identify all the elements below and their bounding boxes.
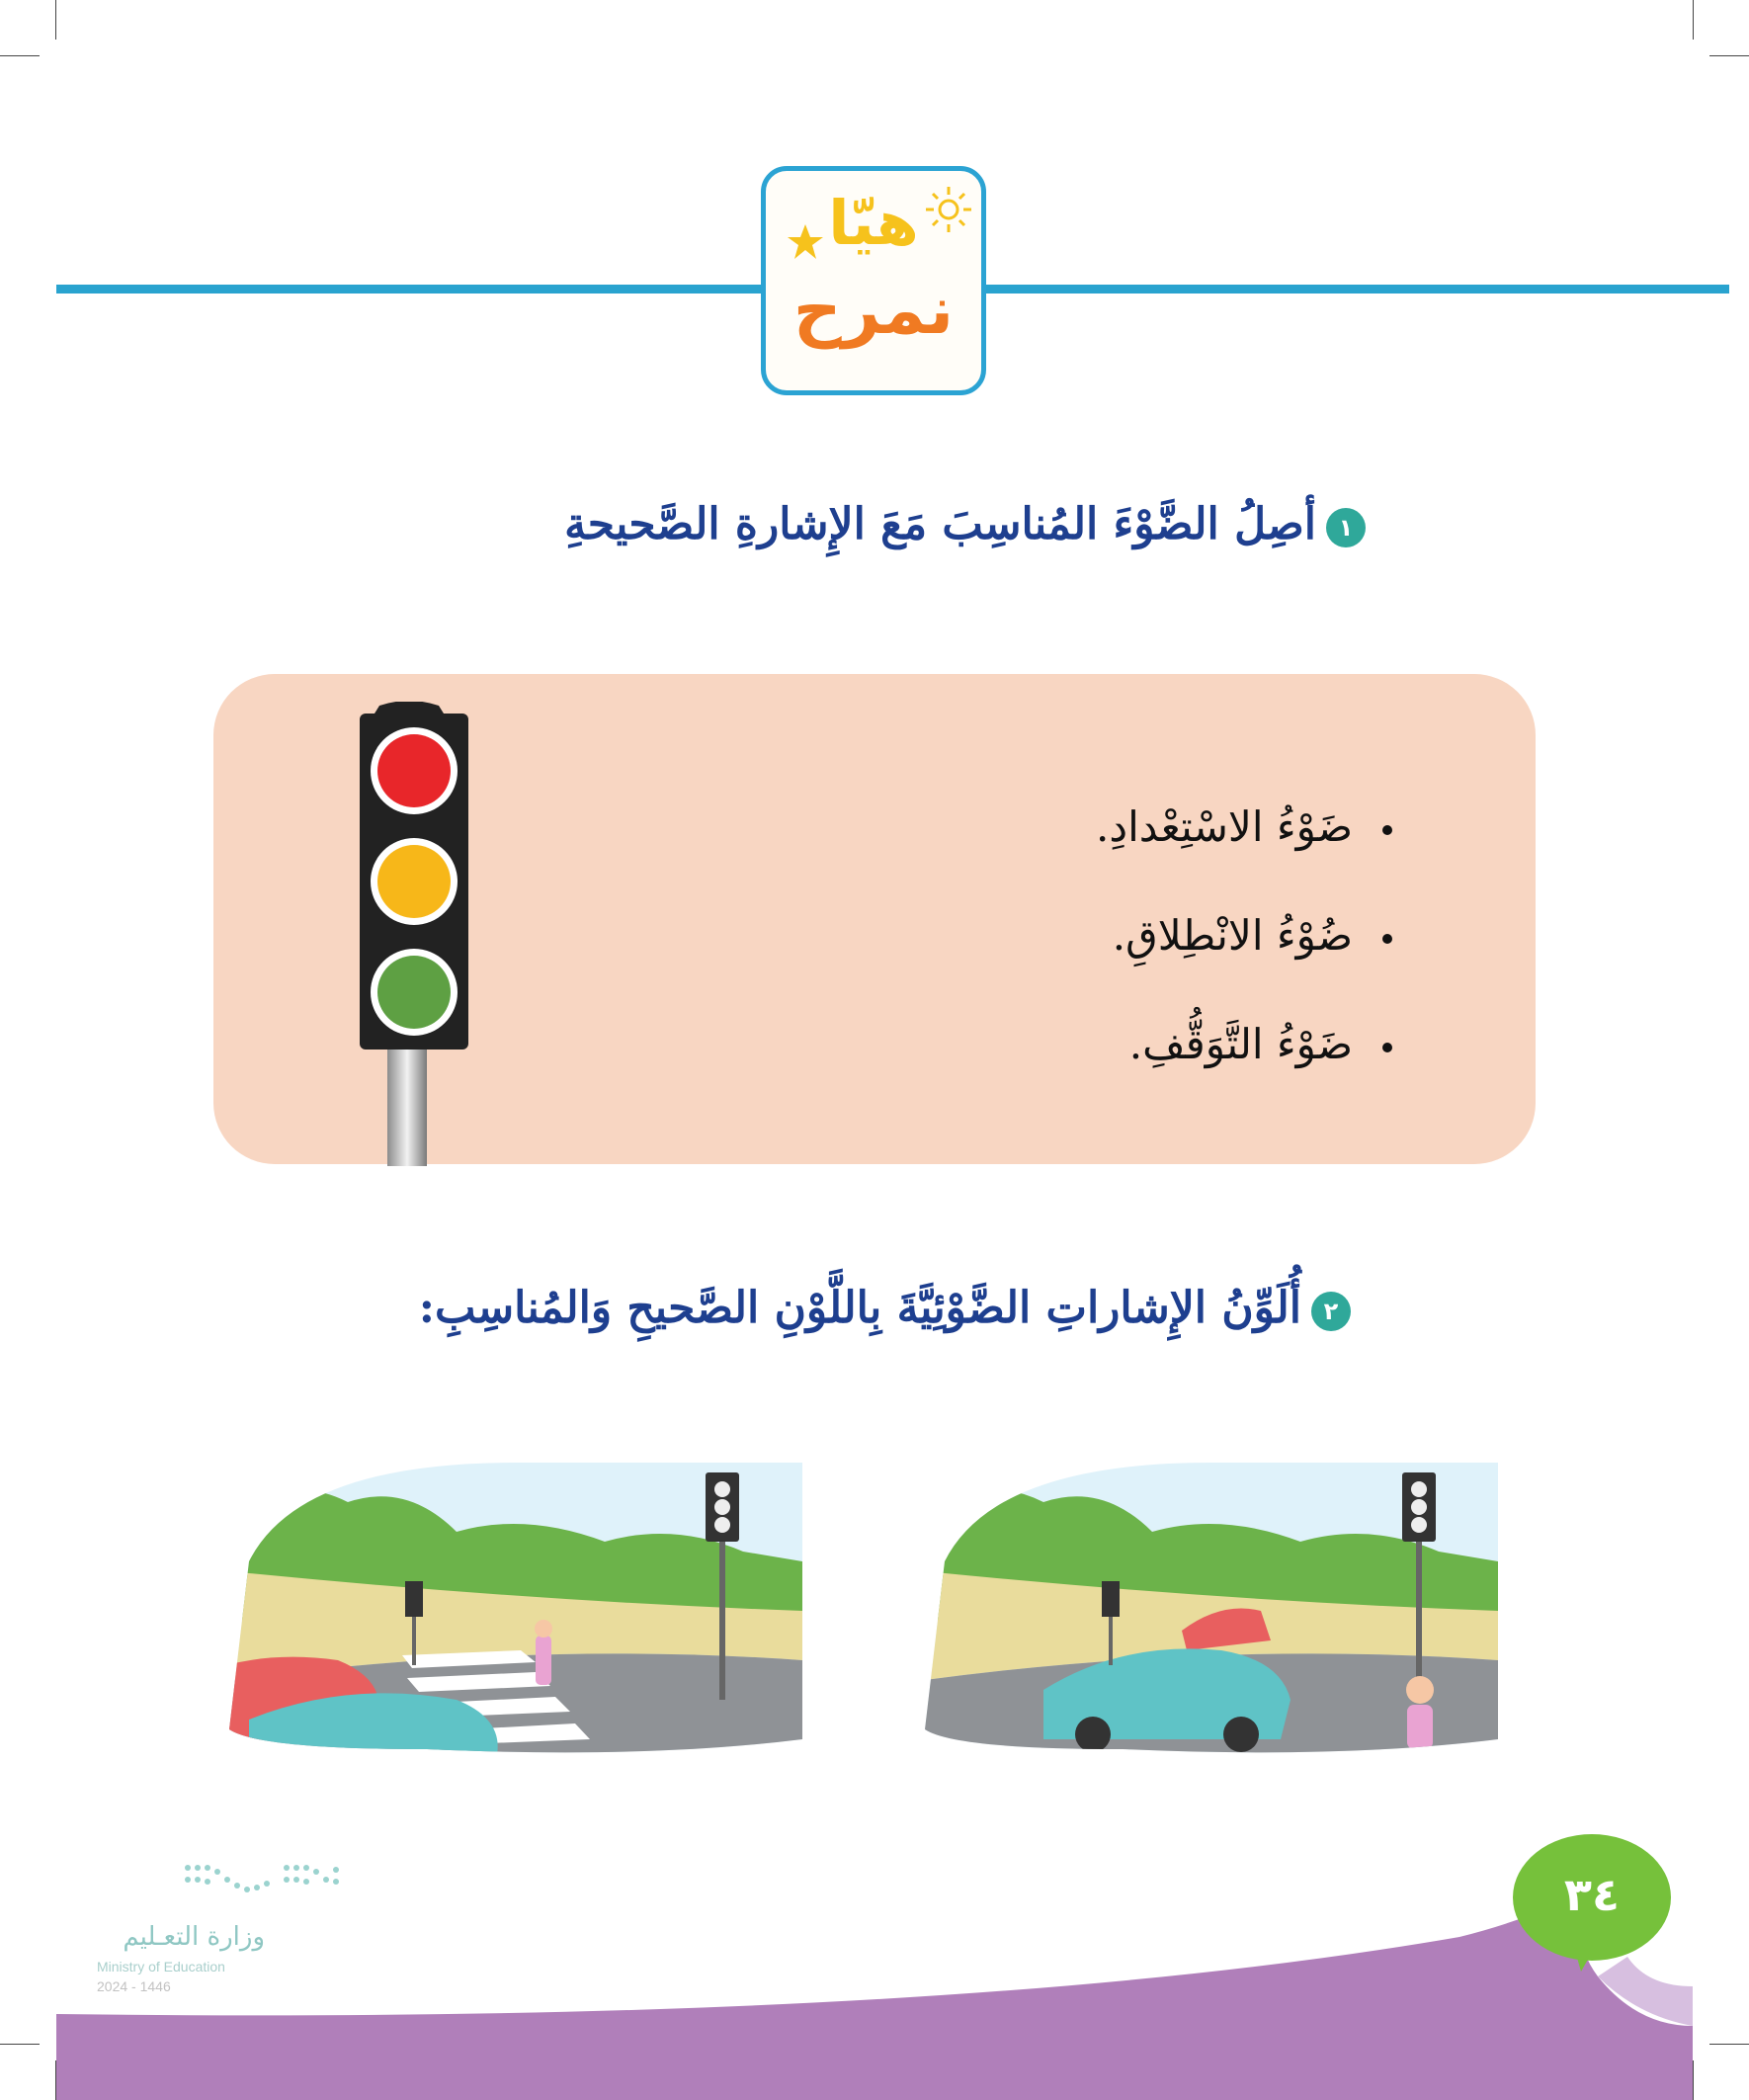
question-2-text: أُلَوِّنُ الإِشاراتِ الضَّوْئِيَّةَ بِاللَّوْنِ الصَّحيحِ وَالمُناسِبِ:: [418, 1283, 1301, 1333]
bubble-tail-icon: [1561, 1937, 1611, 1976]
footer-band: [56, 1878, 1693, 2100]
option-go[interactable]: [1096, 882, 1392, 990]
ministry-name-ar: وزارة التعـليم: [123, 1922, 265, 1952]
crop-mark: [55, 0, 56, 40]
header-rule-left: [56, 285, 761, 294]
header-rule-right: [986, 285, 1729, 294]
question-1-text: أصِلُ الضَّوْءَ المُناسِبَ مَعَ الإِشارةِ الصَّحيحةِ: [564, 499, 1316, 549]
street-scene-crossing: [229, 1453, 802, 1759]
ministry-name-en: Ministry of Education: [97, 1959, 225, 1974]
street-scene-car: [925, 1453, 1498, 1759]
badge-title-top: هيّا: [828, 187, 919, 259]
option-stop-label: ضَوْءُ التَّوَقُّفِ.: [1128, 1020, 1353, 1068]
crop-mark: [0, 2044, 40, 2045]
crop-mark: [1709, 2044, 1749, 2045]
bullet: [1382, 1043, 1392, 1052]
question-2-title: [419, 1283, 1351, 1333]
bullet: [1382, 934, 1392, 944]
question-2-number: ٢: [1311, 1292, 1351, 1331]
page-number: ٣٤: [1563, 1868, 1621, 1921]
question-1-title: [564, 499, 1366, 549]
option-ready[interactable]: [1096, 773, 1392, 882]
option-go-label: ضُوْءُ الانْطِلاقِ.: [1112, 911, 1353, 960]
crop-mark: [1693, 0, 1694, 40]
edition-year: 2024 - 1446: [97, 1978, 171, 1994]
traffic-light-icon: [350, 702, 468, 1166]
crop-mark: [1693, 2060, 1694, 2100]
crop-mark: [0, 55, 40, 56]
section-badge: [761, 166, 986, 395]
ministry-logo-icon: [178, 1858, 351, 1897]
option-stop[interactable]: [1096, 990, 1392, 1099]
option-ready-label: ضَوْءُ الاسْتِعْدادِ.: [1096, 802, 1353, 851]
bullet: [1382, 825, 1392, 835]
matching-panel: [213, 674, 1536, 1164]
light-options-list: [1096, 773, 1392, 1099]
badge-title-bottom: نمرح: [792, 272, 955, 350]
question-1-number: ١: [1326, 508, 1366, 547]
crop-mark: [1709, 55, 1749, 56]
